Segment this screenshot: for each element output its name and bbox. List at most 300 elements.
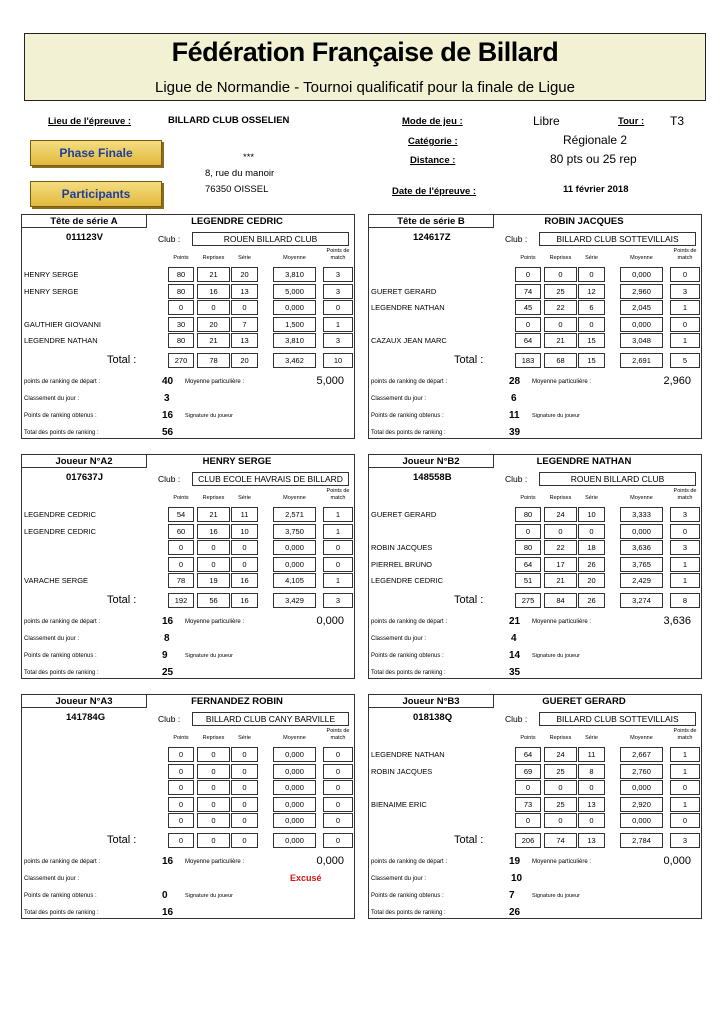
total-label: Total : [107, 354, 137, 366]
classement-label: Classement du jour : [24, 876, 80, 882]
cell-moyenne: 0,000 [273, 813, 316, 828]
total-label: Total : [454, 354, 484, 366]
moyenne-particuliere-value: 2,960 [663, 375, 691, 387]
column-header-reprises: Reprises [549, 255, 572, 261]
licence-number: 124617Z [413, 232, 451, 243]
rank-depart-value: 16 [162, 616, 174, 627]
cell-points: 0 [515, 267, 541, 282]
cell-reprises: 24 [544, 747, 577, 762]
cell-serie: 0 [231, 780, 258, 795]
cell-reprises: 0 [197, 797, 230, 812]
club-name: BILLARD CLUB CANY BARVILLE [192, 712, 349, 726]
cell-points: 0 [168, 300, 194, 315]
rank-depart-value: 28 [509, 376, 521, 387]
cell-moyenne: 3,333 [620, 507, 663, 522]
total-label: Total : [454, 594, 484, 606]
cell-reprises: 0 [197, 300, 230, 315]
tour-label: Tour : [618, 116, 645, 127]
cell-reprises: 17 [544, 557, 577, 572]
column-header-pm: Points de match [326, 248, 350, 261]
cell-pm: 1 [670, 764, 700, 779]
cell-points: 80 [168, 333, 194, 348]
opponent-name: GUERET GERARD [371, 287, 437, 296]
player-card [368, 214, 702, 439]
total-points: 192 [168, 593, 194, 608]
column-header-pm: Points de match [326, 488, 350, 501]
total-serie: 13 [578, 833, 605, 848]
cell-moyenne: 3,636 [620, 540, 663, 555]
seed-tag: Tête de série A [21, 214, 147, 228]
stars-text: *** [243, 152, 255, 163]
rank-depart-label: points de ranking de départ : [24, 379, 101, 385]
cell-moyenne: 2,667 [620, 747, 663, 762]
opponent-name: ROBIN JACQUES [371, 543, 433, 552]
cell-moyenne: 0,000 [273, 540, 316, 555]
cell-moyenne: 2,920 [620, 797, 663, 812]
rank-depart-value: 21 [509, 616, 521, 627]
opponent-name: GAUTHIER GIOVANNI [24, 320, 101, 329]
licence-number: 017637J [66, 472, 103, 483]
cell-pm: 0 [323, 557, 353, 572]
player-card [21, 454, 355, 679]
moyenne-particuliere-label: Moyenne particulière : [532, 379, 592, 385]
classement-value: 4 [511, 633, 517, 644]
club-label: Club : [505, 714, 528, 724]
classement-value: 8 [164, 633, 170, 644]
cell-points: 73 [515, 797, 541, 812]
phase-finale-button[interactable]: Phase Finale [30, 140, 162, 166]
column-header-moyenne: Moyenne [283, 495, 306, 501]
cell-moyenne: 2,429 [620, 573, 663, 588]
club-label: Club : [158, 714, 181, 724]
column-header-points: Points [520, 255, 536, 261]
column-header-points: Points [520, 735, 536, 741]
cell-points: 0 [168, 540, 194, 555]
rank-obtenus-value: 0 [162, 890, 168, 901]
mode-value: Libre [533, 114, 560, 128]
player-name: HENRY SERGE [202, 456, 272, 467]
licence-number: 141784G [66, 712, 106, 723]
cell-points: 0 [168, 747, 194, 762]
cell-points: 54 [168, 507, 194, 522]
date-value: 11 février 2018 [563, 184, 629, 195]
cell-reprises: 21 [197, 507, 230, 522]
column-header-moyenne: Moyenne [630, 735, 653, 741]
total-reprises: 68 [544, 353, 577, 368]
moyenne-particuliere-label: Moyenne particulière : [532, 619, 592, 625]
total-points: 206 [515, 833, 541, 848]
player-card [368, 694, 702, 919]
cell-moyenne: 3,765 [620, 557, 663, 572]
column-header-pm: Points de match [673, 728, 697, 741]
rank-depart-label: points de ranking de départ : [24, 859, 101, 865]
column-header-reprises: Reprises [202, 255, 225, 261]
licence-number: 018138Q [413, 712, 453, 723]
cell-moyenne: 2,760 [620, 764, 663, 779]
player-name: FERNANDEZ ROBIN [191, 696, 283, 707]
column-header-moyenne: Moyenne [283, 255, 306, 261]
cell-serie: 6 [578, 300, 605, 315]
cell-serie: 18 [578, 540, 605, 555]
opponent-name: LEGENDRE CEDRIC [24, 510, 97, 519]
column-header-reprises: Reprises [549, 735, 572, 741]
column-header-moyenne: Moyenne [630, 255, 653, 261]
signature-label: Signature du joueur [185, 653, 234, 659]
page-subtitle: Ligue de Normandie - Tournoi qualificatif pour la finale de Ligue [155, 79, 575, 96]
cell-serie: 0 [578, 780, 605, 795]
cell-pm: 0 [323, 747, 353, 762]
cell-reprises: 0 [197, 747, 230, 762]
rank-obtenus-label: Points de ranking obtenus : [24, 653, 97, 659]
cell-serie: 11 [578, 747, 605, 762]
classement-label: Classement du jour : [371, 396, 427, 402]
cell-pm: 1 [670, 573, 700, 588]
cell-moyenne: 0,000 [620, 267, 663, 282]
club-label: Club : [158, 234, 181, 244]
rank-total-value: 25 [162, 667, 174, 678]
distance-value: 80 pts ou 25 rep [550, 152, 637, 166]
header-banner [24, 33, 706, 101]
club-label: Club : [505, 234, 528, 244]
cell-reprises: 0 [197, 813, 230, 828]
cell-serie: 7 [231, 317, 258, 332]
cell-reprises: 0 [544, 780, 577, 795]
lieu-label: Lieu de l'épreuve : [48, 116, 132, 127]
page-title: Fédération Française de Billard [171, 37, 559, 67]
rank-total-value: 35 [509, 667, 521, 678]
column-header-serie: Série [585, 495, 598, 501]
cell-reprises: 21 [197, 267, 230, 282]
rank-obtenus-value: 7 [509, 890, 515, 901]
cell-reprises: 0 [544, 524, 577, 539]
cell-pm: 3 [670, 507, 700, 522]
total-pm: 3 [323, 593, 353, 608]
cell-serie: 0 [231, 300, 258, 315]
club-name: ROUEN BILLARD CLUB [539, 472, 696, 486]
total-reprises: 84 [544, 593, 577, 608]
opponent-name: VARACHE SERGE [24, 576, 89, 585]
column-header-serie: Série [585, 255, 598, 261]
column-header-points: Points [173, 255, 189, 261]
player-name: GUERET GERARD [542, 696, 626, 707]
column-header-pm: Points de match [673, 248, 697, 261]
column-header-serie: Série [238, 735, 251, 741]
total-reprises: 74 [544, 833, 577, 848]
cell-points: 80 [515, 540, 541, 555]
total-moyenne: 2,691 [620, 353, 663, 368]
cell-pm: 0 [670, 524, 700, 539]
cell-moyenne: 0,000 [620, 524, 663, 539]
rank-depart-value: 19 [509, 856, 521, 867]
address-line-1: 8, rue du manoir [205, 168, 275, 179]
classement-label: Classement du jour : [24, 636, 80, 642]
cell-moyenne: 5,000 [273, 284, 316, 299]
classement-value: 6 [511, 393, 517, 404]
opponent-name: LEGENDRE NATHAN [371, 303, 445, 312]
cell-reprises: 0 [197, 780, 230, 795]
opponent-name: LEGENDRE NATHAN [24, 336, 98, 345]
cell-pm: 1 [670, 747, 700, 762]
cell-reprises: 24 [544, 507, 577, 522]
cell-reprises: 21 [197, 333, 230, 348]
cell-reprises: 22 [544, 300, 577, 315]
total-moyenne: 2,784 [620, 833, 663, 848]
classement-value: 10 [511, 873, 523, 884]
column-header-points: Points [520, 495, 536, 501]
cell-points: 74 [515, 284, 541, 299]
categorie-label: Catégorie : [408, 136, 458, 147]
moyenne-particuliere-value: 0,000 [316, 855, 344, 867]
cell-points: 64 [515, 747, 541, 762]
seed-tag: Joueur N°B3 [368, 694, 494, 708]
cell-points: 0 [515, 780, 541, 795]
rank-obtenus-value: 16 [162, 410, 174, 421]
cell-moyenne: 0,000 [620, 813, 663, 828]
licence-number: 011123V [66, 232, 103, 243]
total-reprises: 0 [197, 833, 230, 848]
opponent-name: HENRY SERGE [24, 270, 79, 279]
rank-total-label: Total des points de ranking : [371, 910, 446, 916]
lieu-value: BILLARD CLUB OSSELIEN [168, 115, 290, 126]
cell-pm: 0 [323, 797, 353, 812]
club-name: ROUEN BILLARD CLUB [192, 232, 349, 246]
seed-tag: Joueur N°B2 [368, 454, 494, 468]
cell-points: 0 [168, 557, 194, 572]
total-moyenne: 0,000 [273, 833, 316, 848]
rank-obtenus-value: 9 [162, 650, 168, 661]
tour-value: T3 [670, 114, 685, 128]
opponent-name: LEGENDRE NATHAN [371, 750, 445, 759]
cell-serie: 8 [578, 764, 605, 779]
total-moyenne: 3,462 [273, 353, 316, 368]
total-points: 0 [168, 833, 194, 848]
rank-obtenus-value: 14 [509, 650, 521, 661]
cell-moyenne: 0,000 [273, 797, 316, 812]
opponent-name: GUERET GERARD [371, 510, 437, 519]
cell-pm: 0 [323, 540, 353, 555]
cell-serie: 0 [231, 797, 258, 812]
total-label: Total : [107, 834, 137, 846]
moyenne-particuliere-value: 5,000 [316, 375, 344, 387]
cell-reprises: 25 [544, 284, 577, 299]
cell-pm: 1 [323, 317, 353, 332]
club-name: BILLARD CLUB SOTTEVILLAIS [539, 712, 696, 726]
column-header-pm: Points de match [326, 728, 350, 741]
cell-moyenne: 0,000 [273, 557, 316, 572]
player-card [21, 694, 355, 919]
moyenne-particuliere-label: Moyenne particulière : [185, 379, 245, 385]
rank-obtenus-value: 11 [509, 410, 520, 421]
cell-points: 0 [515, 813, 541, 828]
column-header-serie: Série [238, 255, 251, 261]
cell-moyenne: 2,960 [620, 284, 663, 299]
player-name: LEGENDRE NATHAN [536, 456, 632, 467]
cell-pm: 3 [323, 284, 353, 299]
cell-pm: 1 [670, 797, 700, 812]
cell-serie: 10 [578, 507, 605, 522]
cell-serie: 0 [231, 540, 258, 555]
classement-label: Classement du jour : [371, 636, 427, 642]
cell-pm: 1 [323, 507, 353, 522]
column-header-points: Points [173, 735, 189, 741]
cell-points: 51 [515, 573, 541, 588]
cell-points: 0 [168, 780, 194, 795]
signature-label: Signature du joueur [185, 893, 234, 899]
column-header-serie: Série [238, 495, 251, 501]
classement-value: 3 [164, 393, 170, 404]
rank-total-value: 39 [509, 427, 521, 438]
rank-total-label: Total des points de ranking : [24, 670, 99, 676]
rank-total-label: Total des points de ranking : [24, 910, 99, 916]
moyenne-particuliere-label: Moyenne particulière : [185, 619, 245, 625]
column-header-reprises: Reprises [202, 735, 225, 741]
total-reprises: 78 [197, 353, 230, 368]
column-header-reprises: Reprises [549, 495, 572, 501]
cell-moyenne: 0,000 [273, 300, 316, 315]
cell-moyenne: 1,500 [273, 317, 316, 332]
cell-points: 80 [515, 507, 541, 522]
total-pm: 5 [670, 353, 700, 368]
player-name: LEGENDRE CEDRIC [191, 216, 283, 227]
rank-obtenus-label: Points de ranking obtenus : [24, 893, 97, 899]
club-name: CLUB ECOLE HAVRAIS DE BILLARD [192, 472, 349, 486]
rank-total-value: 56 [162, 427, 174, 438]
classement-label: Classement du jour : [371, 876, 427, 882]
cell-serie: 12 [578, 284, 605, 299]
moyenne-particuliere-value: 0,000 [663, 855, 691, 867]
cell-serie: 13 [231, 284, 258, 299]
opponent-name: ROBIN JACQUES [371, 767, 433, 776]
seed-tag: Joueur N°A3 [21, 694, 147, 708]
rank-obtenus-label: Points de ranking obtenus : [371, 413, 444, 419]
mode-label: Mode de jeu : [402, 116, 463, 127]
seed-tag: Tête de série B [368, 214, 494, 228]
rank-obtenus-label: Points de ranking obtenus : [371, 653, 444, 659]
cell-pm: 3 [670, 284, 700, 299]
moyenne-particuliere-label: Moyenne particulière : [185, 859, 245, 865]
cell-pm: 1 [670, 333, 700, 348]
rank-obtenus-label: Points de ranking obtenus : [371, 893, 444, 899]
total-reprises: 56 [197, 593, 230, 608]
cell-pm: 0 [323, 780, 353, 795]
excuse-note: Excusé [290, 873, 322, 883]
cell-pm: 0 [670, 780, 700, 795]
total-pm: 0 [323, 833, 353, 848]
column-header-moyenne: Moyenne [630, 495, 653, 501]
column-header-points: Points [173, 495, 189, 501]
cell-points: 45 [515, 300, 541, 315]
participants-button[interactable]: Participants [30, 181, 162, 207]
opponent-name: LEGENDRE CEDRIC [371, 576, 444, 585]
cell-reprises: 22 [544, 540, 577, 555]
column-header-serie: Série [585, 735, 598, 741]
opponent-name: PIERREL BRUNO [371, 560, 432, 569]
cell-pm: 3 [323, 267, 353, 282]
total-serie: 0 [231, 833, 258, 848]
cell-reprises: 16 [197, 284, 230, 299]
rank-depart-label: points de ranking de départ : [371, 619, 448, 625]
total-serie: 20 [231, 353, 258, 368]
rank-total-label: Total des points de ranking : [371, 430, 446, 436]
cell-pm: 3 [670, 540, 700, 555]
address-line-2: 76350 OISSEL [205, 184, 269, 195]
cell-moyenne: 0,000 [620, 317, 663, 332]
column-header-pm: Points de match [673, 488, 697, 501]
cell-reprises: 0 [544, 813, 577, 828]
cell-reprises: 0 [197, 764, 230, 779]
rank-total-value: 26 [509, 907, 521, 918]
cell-serie: 20 [231, 267, 258, 282]
cell-reprises: 0 [544, 317, 577, 332]
cell-pm: 0 [323, 813, 353, 828]
club-name: BILLARD CLUB SOTTEVILLAIS [539, 232, 696, 246]
cell-pm: 1 [670, 557, 700, 572]
player-card [368, 454, 702, 679]
cell-pm: 3 [323, 333, 353, 348]
cell-pm: 0 [323, 300, 353, 315]
cell-moyenne: 0,000 [273, 747, 316, 762]
rank-depart-value: 40 [162, 376, 174, 387]
cell-moyenne: 3,048 [620, 333, 663, 348]
cell-serie: 10 [231, 524, 258, 539]
signature-label: Signature du joueur [532, 653, 581, 659]
cell-points: 78 [168, 573, 194, 588]
rank-depart-label: points de ranking de départ : [24, 619, 101, 625]
cell-points: 64 [515, 333, 541, 348]
signature-label: Signature du joueur [532, 413, 581, 419]
cell-pm: 0 [670, 317, 700, 332]
cell-serie: 20 [578, 573, 605, 588]
cell-reprises: 19 [197, 573, 230, 588]
cell-moyenne: 0,000 [273, 764, 316, 779]
rank-total-label: Total des points de ranking : [24, 430, 99, 436]
opponent-name: BIENAIME ERIC [371, 800, 427, 809]
categorie-value: Régionale 2 [563, 133, 628, 147]
cell-reprises: 0 [544, 267, 577, 282]
cell-points: 60 [168, 524, 194, 539]
total-label: Total : [107, 594, 137, 606]
opponent-name: LEGENDRE CEDRIC [24, 527, 97, 536]
cell-serie: 11 [231, 507, 258, 522]
total-pm: 8 [670, 593, 700, 608]
total-points: 183 [515, 353, 541, 368]
cell-points: 80 [168, 267, 194, 282]
total-moyenne: 3,274 [620, 593, 663, 608]
cell-pm: 1 [670, 300, 700, 315]
cell-points: 80 [168, 284, 194, 299]
cell-pm: 1 [323, 524, 353, 539]
rank-total-value: 16 [162, 907, 174, 918]
cell-reprises: 25 [544, 764, 577, 779]
cell-points: 0 [515, 524, 541, 539]
cell-serie: 0 [578, 317, 605, 332]
total-serie: 26 [578, 593, 605, 608]
signature-label: Signature du joueur [532, 893, 581, 899]
cell-moyenne: 3,750 [273, 524, 316, 539]
distance-label: Distance : [410, 155, 456, 166]
cell-points: 30 [168, 317, 194, 332]
cell-serie: 0 [578, 813, 605, 828]
cell-serie: 26 [578, 557, 605, 572]
club-label: Club : [505, 474, 528, 484]
rank-depart-label: points de ranking de départ : [371, 379, 448, 385]
column-header-reprises: Reprises [202, 495, 225, 501]
cell-points: 0 [168, 764, 194, 779]
cell-reprises: 0 [197, 540, 230, 555]
moyenne-particuliere-value: 0,000 [316, 615, 344, 627]
total-moyenne: 3,429 [273, 593, 316, 608]
cell-reprises: 16 [197, 524, 230, 539]
